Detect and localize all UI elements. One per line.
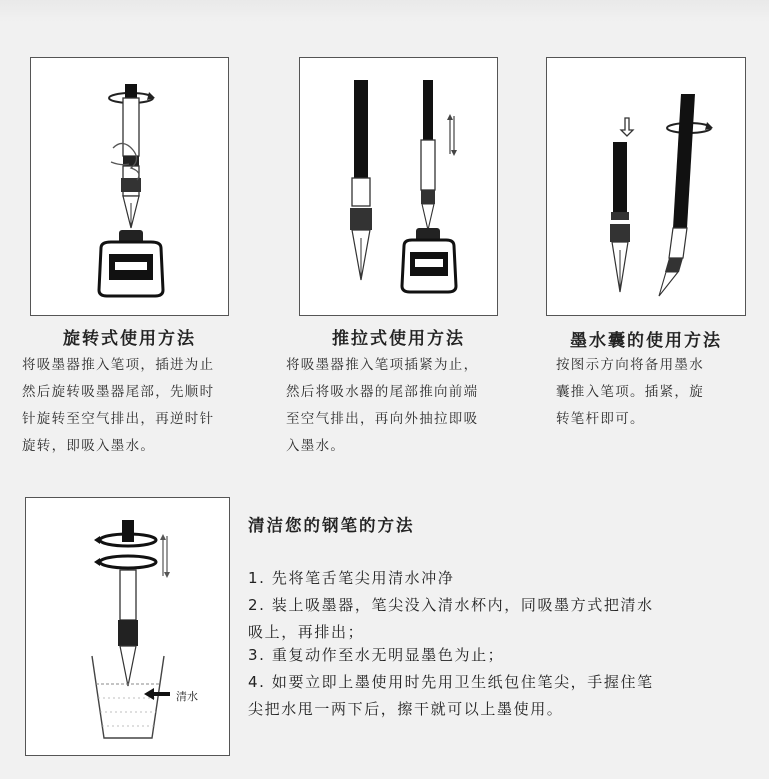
pointer-arrow-icon [144,688,170,700]
ink-bottle-icon [402,228,456,292]
cleaning-step: 吸上，再排出； [248,623,365,641]
desc-line: 然后旋转吸墨器尾部，先顺时 [22,384,215,400]
cleaning-title: 清洁您的钢笔的方法 [248,516,415,535]
push-pull-method-description [286,352,526,460]
down-arrow-icon [621,118,633,136]
top-band [0,0,769,22]
cleaning-step: 尖把水甩一两下后，擦干就可以上墨使用。 [248,700,564,718]
desc-line: 按图示方向将备用墨水 [556,357,704,373]
push-pull-method-title: 推拉式使用方法 [332,329,465,349]
converter-pen-icon [121,84,141,228]
cleaning-step: 4. 如要立即上墨使用时先用卫生纸包住笔尖，手握住笔 [248,673,654,691]
cleaning-step: 3. 重复动作至水无明显墨色为止； [248,646,505,664]
rotary-method-title: 旋转式使用方法 [63,329,196,349]
ink-bottle-icon [99,230,163,296]
push-pull-arrow-icon [447,114,457,156]
cartridge-method-description [556,352,766,433]
nib-section-icon [610,224,630,292]
push-pull-arrow-icon [160,534,170,578]
ink-cartridge-icon [611,142,629,220]
cartridge-method-illustration [546,57,746,316]
cleaning-step: 2. 装上吸墨器，笔尖没入清水杯内，同吸墨方式把清水 [248,596,654,614]
desc-line: 囊推入笔项。插紧，旋 [556,384,704,400]
desc-line: 然后将吸水器的尾部推向前端 [286,384,479,400]
rotary-method-illustration [30,57,229,316]
water-label: 清水 [176,690,198,703]
desc-line: 针旋转至空气排出，再逆时针 [22,411,215,427]
desc-line: 将吸墨器推入笔项插紧为止， [286,357,479,373]
desc-line: 旋转，即吸入墨水。 [22,438,156,454]
desc-line: 将吸墨器推入笔项，插进为止 [22,357,215,373]
rotary-method-description [22,352,252,460]
push-pull-method-illustration [299,57,498,316]
converter-pen-icon [421,80,435,230]
desc-line: 入墨水。 [286,438,346,454]
fountain-pen-icon [350,80,372,280]
desc-line: 至空气排出，再向外抽拉即吸 [286,411,479,427]
cleaning-step: 1. 先将笔舌笔尖用清水冲净 [248,569,455,587]
cleaning-illustration [25,497,230,756]
cartridge-method-title: 墨水囊的使用方法 [570,331,722,351]
desc-line: 转笔杆即可。 [556,411,645,427]
